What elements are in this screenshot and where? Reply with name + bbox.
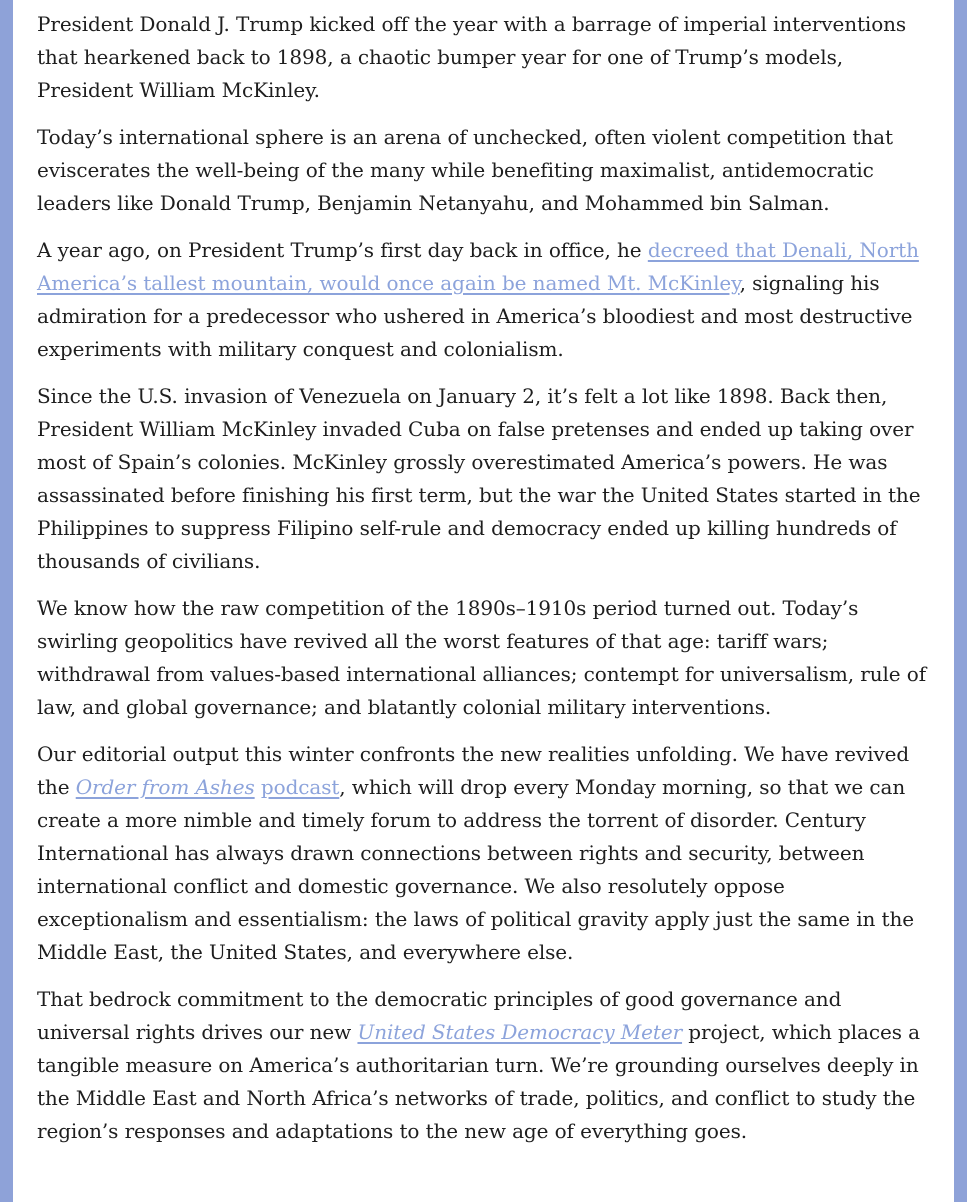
inline-link[interactable]: United States Democracy Meter (357, 1020, 683, 1044)
article-body (13, 0, 954, 1202)
paragraph-text: project, which places a tangible measure on America’s authoritarian turn. We’re grounding ourselves deeply in the Middle East and North Africa’s networks of trade, politics, and conflict to study the region’s responses and adaptations to the new age of everything goes. (37, 1020, 920, 1143)
inline-link[interactable]: decreed that Denali, North America’s tallest mountain, would once again be named Mt. McKinley (37, 238, 919, 295)
paragraph (37, 234, 930, 366)
right-border-stripe (954, 0, 967, 1202)
left-border-stripe (0, 0, 13, 1202)
paragraph (37, 592, 930, 724)
paragraph (37, 8, 930, 107)
paragraph-text: That bedrock commitment to the democratic principles of good governance and universal rights drives our new (37, 987, 842, 1044)
paragraph-text: , which will drop every Monday morning, so that we can create a more nimble and timely forum to address the torrent of disorder. Century International has always drawn connections between rights and security, between international conflict and domestic governance. We also resolutely oppose exceptionalism and essentialism: the laws of political gravity apply just the same in the Middle East, the United States, and everywhere else. (37, 775, 914, 964)
inline-link[interactable]: Order from Ashes (75, 775, 255, 799)
paragraph-text: Today’s international sphere is an arena of unchecked, often violent competition that eviscerates the well-being of the many while benefiting maximalist, antidemocratic leaders like Donald Trump, Benjamin Netanyahu, and Mohammed bin Salman. (37, 125, 893, 215)
paragraph-text: Our editorial output this winter confronts the new realities unfolding. We have revived the (37, 742, 910, 799)
inline-link[interactable]: podcast (260, 775, 340, 799)
paragraph (37, 983, 930, 1148)
paragraph-text: A year ago, on President Trump’s first day back in office, he (37, 238, 648, 262)
paragraph (37, 121, 930, 220)
paragraph-text: We know how the raw competition of the 1890s–1910s period turned out. Today’s swirling geopolitics have revived all the worst features of that age: tariff wars; withdrawal from values-based international alliances; contempt for universalism, rule of law, and global governance; and blatantly colonial military interventions. (37, 596, 927, 719)
paragraph (37, 380, 930, 578)
paragraph (37, 738, 930, 969)
paragraph-text: President Donald J. Trump kicked off the year with a barrage of imperial interventions that hearkened back to 1898, a chaotic bumper year for one of Trump’s models, President William McKinley. (37, 12, 907, 102)
paragraph-text: , signaling his admiration for a predecessor who ushered in America’s bloodiest and most destructive experiments with military conquest and colonialism. (37, 271, 913, 361)
paragraph-text: Since the U.S. invasion of Venezuela on January 2, it’s felt a lot like 1898. Back then, President William McKinley invaded Cuba on false pretenses and ended up taking over most of Spain’s colonies. McKinley grossly overestimated America’s powers. He was assassinated before finishing his first term, but the war the United States started in the Philippines to suppress Filipino self-rule and democracy ended up killing hundreds of thousands of civilians. (37, 384, 921, 573)
